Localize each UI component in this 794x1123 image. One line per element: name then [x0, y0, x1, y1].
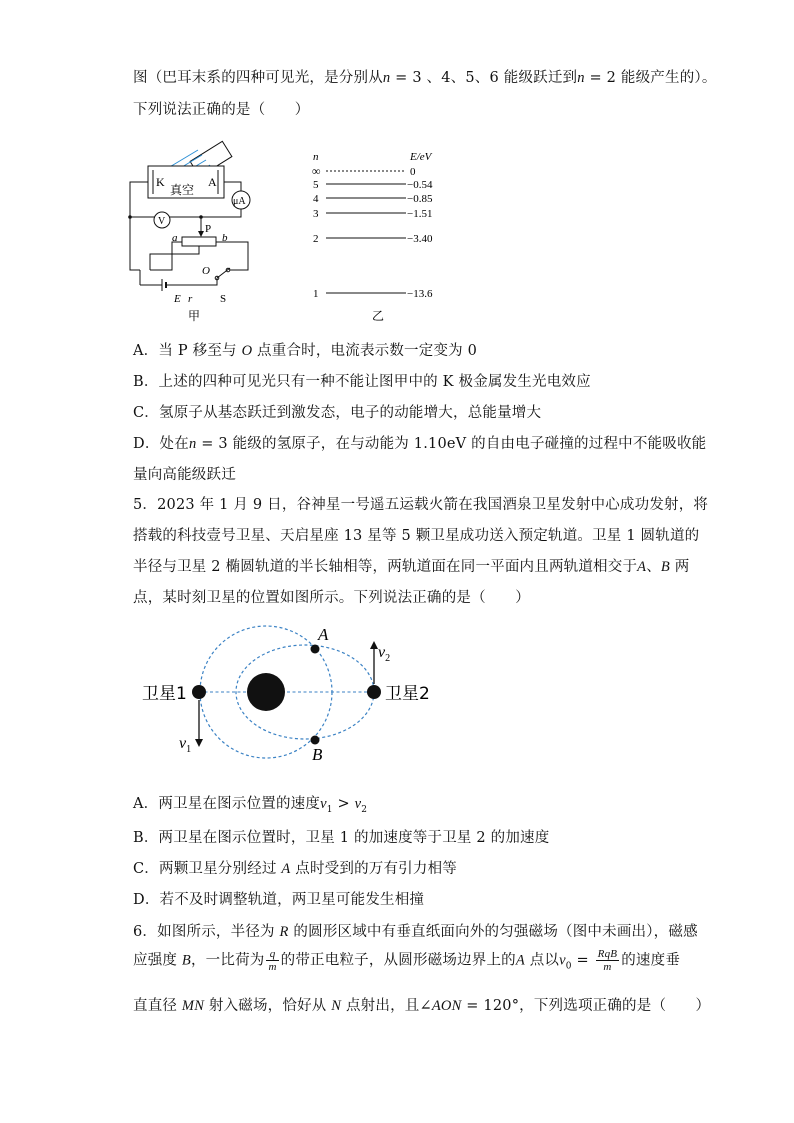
- level-E-1: −13.6: [407, 288, 433, 300]
- q5-line1: 5．2023 年 1 月 9 日，谷神星一号遥五运载火箭在我国酒泉卫星发射中心成功发射，将: [133, 497, 709, 513]
- q4-intro-line2: 下列说法正确的是（ ）: [133, 102, 310, 118]
- level-n-4: 4: [313, 193, 319, 205]
- q4-option-a[interactable]: A．当 P 移至与 O 点重合时，电流表示数一定变为 0: [133, 343, 478, 359]
- header-E: E/eV: [410, 151, 432, 163]
- caption-jia: 甲: [188, 309, 201, 323]
- label-v1: $v_1$: [179, 735, 192, 755]
- label-uA: μA: [233, 196, 246, 207]
- figure-orbits: [135, 615, 445, 775]
- level-n-3: 3: [313, 208, 319, 220]
- q6-line3: 直直径 MN 射入磁场，恰好从 N 点射出，且∠AON = 120°，下列选项正确的是（ ）: [133, 998, 711, 1014]
- label-A: A: [208, 175, 217, 189]
- figure-yi-energy-levels: [300, 142, 460, 327]
- label-B: B: [312, 745, 323, 764]
- q5-option-c[interactable]: C．两颗卫星分别经过 A 点时受到的万有引力相等: [133, 861, 457, 877]
- satellite-1: [192, 685, 206, 699]
- level-E-inf: 0: [410, 166, 416, 178]
- central-body: [247, 673, 285, 711]
- label-vacuum: 真空: [170, 183, 195, 197]
- level-E-5: −0.54: [407, 179, 433, 191]
- label-O: O: [202, 265, 210, 277]
- q5-line3: 半径与卫星 2 椭圆轨道的半长轴相等，两轨道面在同一平面内且两轨道相交于A、B 两: [133, 559, 690, 575]
- level-E-3: −1.51: [407, 208, 433, 220]
- q4-option-c[interactable]: C．氢原子从基态跃迁到激发态，电子的动能增大，总能量增大: [133, 405, 542, 421]
- q4-option-b[interactable]: B．上述的四种可见光只有一种不能让图甲中的 K 极金属发生光电效应: [133, 374, 591, 390]
- q5-line2: 搭载的科技壹号卫星、天启星座 13 星等 5 颗卫星成功送入预定轨道。卫星 1 圆轨道的: [133, 528, 700, 544]
- q4-option-d[interactable]: D．处在n = 3 能级的氢原子，在与动能为 1.10eV 的自由电子碰撞的过程中不能吸收能: [133, 436, 707, 452]
- q5-option-d[interactable]: D．若不及时调整轨道，两卫星可能发生相撞: [133, 892, 425, 908]
- label-E: E: [174, 293, 181, 305]
- figure-jia-circuit: [120, 130, 270, 325]
- q5-option-b[interactable]: B．两卫星在图示位置时，卫星 1 的加速度等于卫星 2 的加速度: [133, 830, 550, 846]
- level-n-1: 1: [313, 288, 319, 300]
- label-A: A: [318, 625, 329, 644]
- label-P: P: [205, 223, 212, 235]
- label-K: K: [156, 175, 165, 189]
- header-n: n: [313, 151, 319, 163]
- q5-option-a[interactable]: A．两卫星在图示位置的速度$v_1 > v_2$: [133, 796, 368, 815]
- satellite-2: [367, 685, 381, 699]
- label-sat2: 卫星2: [385, 684, 430, 704]
- caption-yi: 乙: [372, 309, 385, 323]
- label-sat1: 卫星1: [142, 684, 187, 704]
- switch-S: [217, 268, 230, 278]
- level-n-inf: ∞: [312, 164, 321, 178]
- level-n-5: 5: [313, 179, 319, 191]
- q4-option-d-line2: 量向高能级跃迁: [133, 467, 236, 483]
- point-B: [311, 736, 320, 745]
- q5-line4: 点，某时刻卫星的位置如图所示。下列说法正确的是（ ）: [133, 590, 530, 606]
- point-A: [311, 645, 320, 654]
- label-v2: $v_2$: [378, 644, 391, 664]
- label-a: a: [172, 232, 178, 244]
- label-S: S: [220, 293, 227, 305]
- level-n-2: 2: [313, 233, 319, 245]
- rheostat: [182, 237, 216, 246]
- label-b: b: [222, 232, 228, 244]
- label-r: r: [188, 293, 193, 305]
- q6-line2: 应强度 B，一比荷为 $\frac{q}{m}$ 的带正电粒子，从圆形磁场边界上的A 点以$v_0$ = $\frac{\text{RqB}}{m}$ 的速度垂: [133, 948, 681, 973]
- level-E-2: −3.40: [407, 233, 433, 245]
- level-E-4: −0.85: [407, 193, 433, 205]
- label-V: V: [158, 216, 166, 227]
- q6-line1: 6．如图所示，半径为 R 的圆形区域中有垂直纸面向外的匀强磁场（图中未画出），磁感: [133, 924, 698, 940]
- q4-intro-line1: 图（巴耳末系的四种可见光，是分别从n = 3 、4、5、6 能级跃迁到n = 2 能级产生的）。: [133, 70, 717, 86]
